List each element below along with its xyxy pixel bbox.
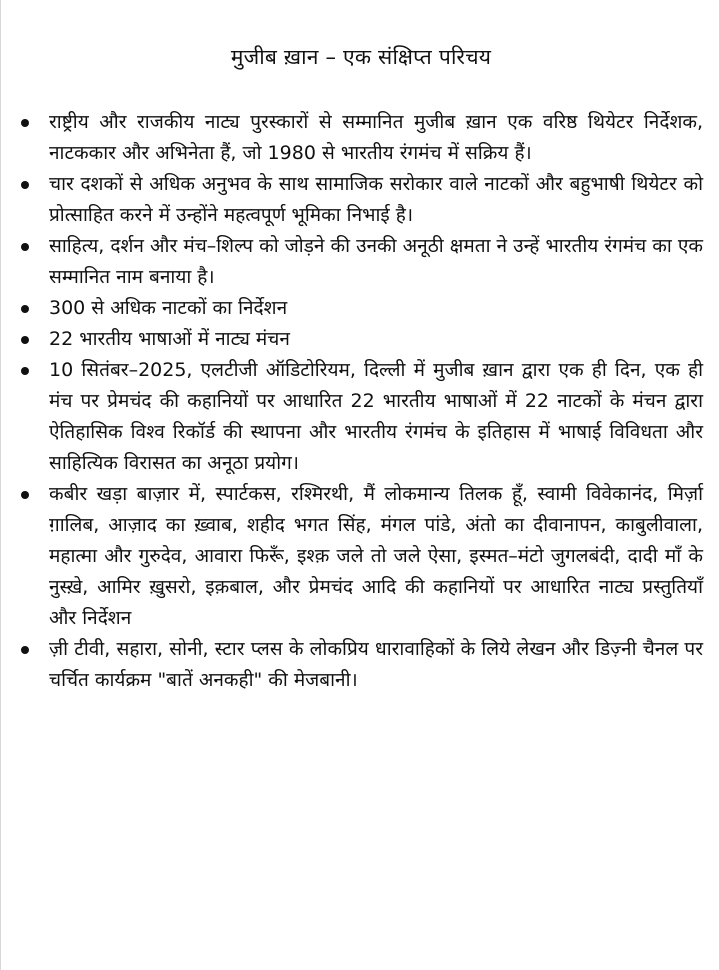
list-item <box>1 355 720 479</box>
list-item <box>1 634 720 696</box>
bullet-icon <box>21 336 29 344</box>
list-item-text: राष्ट्रीय और राजकीय नाट्य पुरस्कारों से सम्मानित मुजीब ख़ान एक वरिष्ठ थियेटर निर्देशक, नाटककार और अभिनेता हैं, जो 1980 से भारतीय रंगमंच में सक्रिय हैं। <box>49 111 703 164</box>
bullet-icon <box>21 305 29 313</box>
bullet-icon <box>21 367 29 375</box>
bullet-icon <box>21 646 29 654</box>
list-item-text: साहित्य, दर्शन और मंच–शिल्प को जोड़ने की उनकी अनूठी क्षमता ने उन्हें भारतीय रंगमंच का एक सम्मानित नाम बनाया है। <box>49 235 703 288</box>
list-item <box>1 231 720 293</box>
bullet-icon <box>21 181 29 189</box>
list-item-text: 10 सितंबर–2025, एलटीजी ऑडिटोरियम, दिल्ली में मुजीब ख़ान द्वारा एक ही दिन, एक ही मंच पर प्रेमचंद की कहानियों पर आधारित 22 भारतीय भाषाओं में 22 नाटकों के मंचन द्वारा ऐतिहासिक विश्व रिकॉर्ड की स्थापना और भारतीय रंगमंच के इतिहास में भाषाई विविधता और साहित्यिक विरासत का अनूठा प्रयोग। <box>49 359 703 474</box>
list-item <box>1 107 720 169</box>
list-item <box>1 479 720 634</box>
list-item-text: 300 से अधिक नाटकों का निर्देशन <box>49 297 288 319</box>
list-item <box>1 169 720 231</box>
bullet-list <box>1 107 720 696</box>
list-item-text: चार दशकों से अधिक अनुभव के साथ सामाजिक सरोकार वाले नाटकों और बहुभाषी थियेटर को प्रोत्साहित करने में उन्होंने महत्वपूर्ण भूमिका निभाई है। <box>49 173 703 226</box>
list-item <box>1 324 720 355</box>
list-item-text: ज़ी टीवी, सहारा, सोनी, स्टार प्लस के लोकप्रिय धारावाहिकों के लिये लेखन और डिज़्नी चैनल पर चर्चित कार्यक्रम "बातें अनकही" की मेजबानी। <box>49 638 703 691</box>
list-item-text: 22 भारतीय भाषाओं में नाट्य मंचन <box>49 328 290 350</box>
bullet-icon <box>21 243 29 251</box>
bullet-icon <box>21 119 29 127</box>
list-item-text: कबीर खड़ा बाज़ार में, स्पार्टकस, रश्मिरथी, मैं लोकमान्य तिलक हूँ, स्वामी विवेकानंद, मिर्ज़ा ग़ालिब, आज़ाद का ख़्वाब, शहीद भगत सिंह, मंगल पांडे, अंतो का दीवानापन, काबुलीवाला, महात्मा और गुरुदेव, आवारा फिरूँ, इश्क़ जले तो जले ऐसा, इस्मत–मंटो जुगलबंदी, दादी माँ के नुस्ख़े, आमिर ख़ुसरो, इक़बाल, और प्रेमचंद आदि की कहानियों पर आधारित नाट्य प्रस्तुतियाँ और निर्देशन <box>49 483 703 629</box>
page-title: मुजीब ख़ान – एक संक्षिप्त परिचय <box>230 45 492 69</box>
bullet-icon <box>21 491 29 499</box>
list-item <box>1 293 720 324</box>
